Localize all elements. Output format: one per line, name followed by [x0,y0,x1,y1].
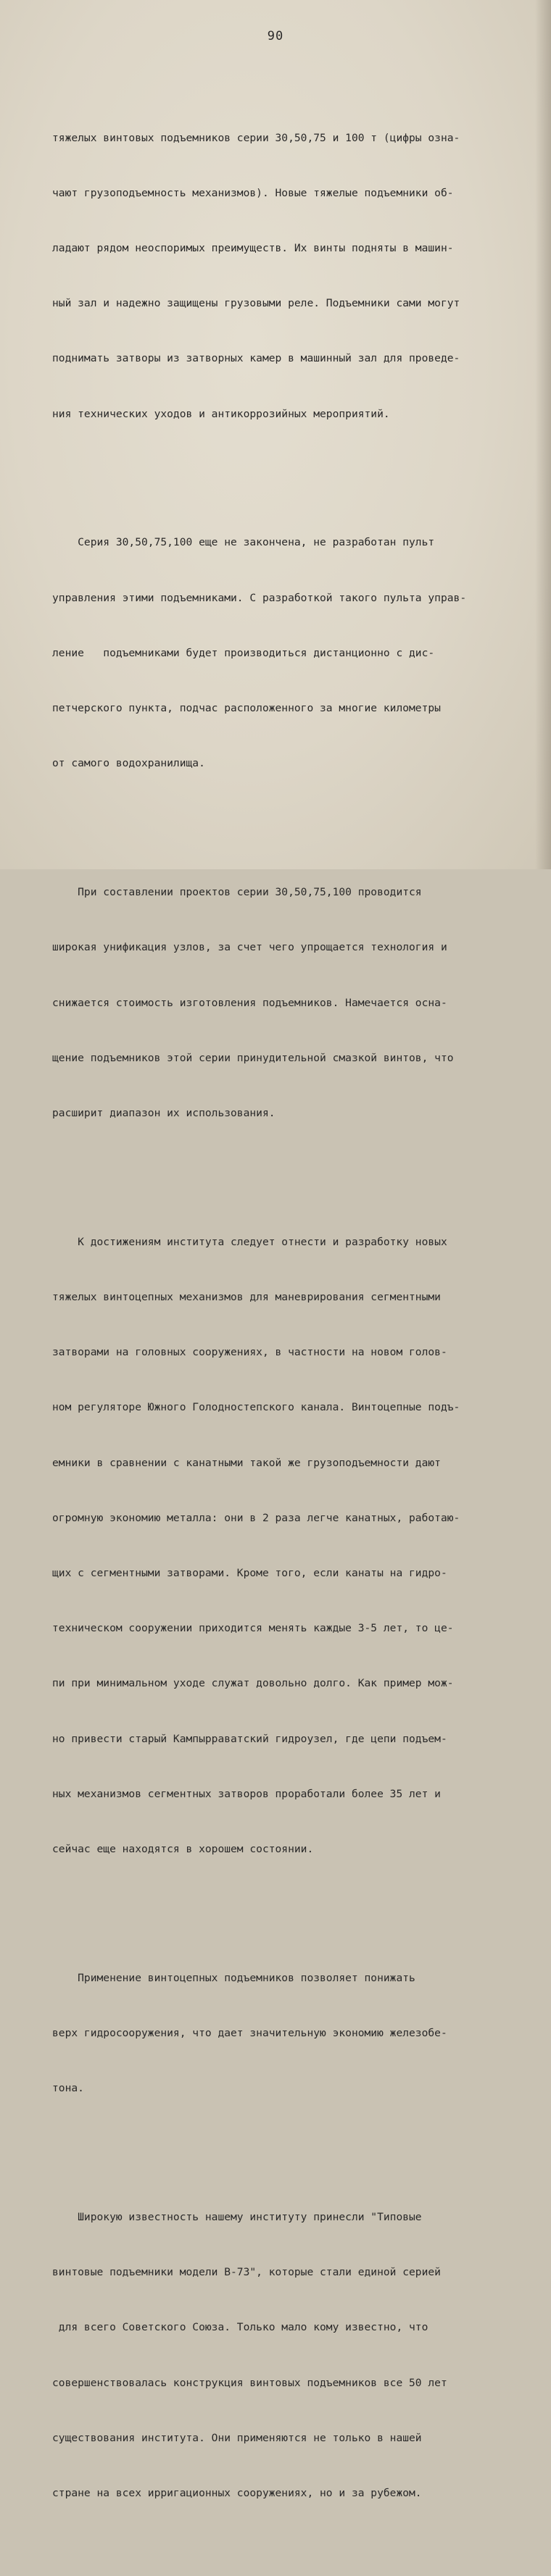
text-line: При составлении проектов серии 30,50,75,100 проводится [52,886,422,899]
text-line: винтовые подъемники модели В-73", которые стали единой серией [52,2266,441,2279]
text-line: ния технических уходов и антикоррозийных мероприятий. [52,407,390,420]
paragraph-4 [52,1196,516,1895]
text-line: для всего Советского Союза. Только мало кому известно, что [52,2321,428,2334]
text-line: ладают рядом неоспоримых преимуществ. Их винты подняты в машин- [52,242,454,255]
paragraph-6 [52,2171,516,2539]
text-line: сейчас еще находятся в хорошем состоянии. [52,1842,314,1855]
text-line: тона. [52,2082,84,2095]
text-line: верх гидросооружения, что дает значительную экономию железобе- [52,2027,447,2040]
paragraph-1 [52,92,516,460]
paragraph-2 [52,497,516,810]
text-line: ных механизмов сегментных затворов проработали более 35 лет и [52,1787,441,1800]
document-body [52,55,516,2576]
text-line: снижается стоимость изготовления подъемников. Намечается осна- [52,996,447,1009]
text-line: Серия 30,50,75,100 еще не закончена, не разработан пульт [52,536,435,549]
text-line: широкая унификация узлов, за счет чего упрощается технология и [52,941,447,954]
page-edge-shadow [535,0,551,869]
text-line: затворами на головных сооружениях, в частности на новом голов- [52,1346,447,1359]
text-line: петчерского пункта, подчас расположенного за многие километры [52,702,441,715]
paragraph-3 [52,846,516,1159]
text-line: расширит диапазон их использования. [52,1106,276,1119]
text-line: ном регуляторе Южного Голодностепского канала. Винтоцепные подъ- [52,1401,460,1414]
text-line: чают грузоподъемность механизмов). Новые тяжелые подъемники об- [52,186,454,199]
text-line: емники в сравнении с канатными такой же грузоподъемности дают [52,1456,441,1469]
paragraph-5 [52,1932,516,2134]
text-line: щение подъемников этой серии принудительной смазкой винтов, что [52,1051,454,1064]
text-line: Применение винтоцепных подъемников позволяет понижать [52,1971,415,1984]
text-line: поднимать затворы из затворных камер в машинный зал для проведе- [52,352,460,365]
text-line: Широкую известность нашему институту принесли "Типовые [52,2211,422,2224]
text-line: стране на всех ирригационных сооружениях, но и за рубежом. [52,2487,422,2500]
text-line: тяжелых винтовых подъемников серии 30,50,75 и 100 т (цифры озна- [52,131,460,144]
text-line: но привести старый Кампырраватский гидроузел, где цепи подъем- [52,1732,447,1745]
text-line: ный зал и надежно защищены грузовыми реле. Подъемники сами могут [52,297,460,310]
text-line: совершенствовалась конструкция винтовых подъемников все 50 лет [52,2376,447,2389]
text-line: управления этими подъемниками. С разработкой такого пульта управ- [52,591,467,604]
text-line: К достижениям института следует отнести и разработку новых [52,1235,447,1248]
text-line: от самого водохранилища. [52,757,205,770]
text-line: пи при минимальном уходе служат довольно долго. Как пример мож- [52,1677,454,1690]
text-line: ление подъемниками будет производиться дистанционно с дис- [52,646,435,659]
text-line: огромную экономию металла: они в 2 раза легче канатных, работаю- [52,1511,460,1524]
page-number: 90 [267,29,284,43]
text-line: щих с сегментными затворами. Кроме того, если канаты на гидро- [52,1566,447,1579]
text-line: техническом сооружении приходится менять каждые 3-5 лет, то це- [52,1622,454,1635]
text-line: существования института. Они применяются не только в нашей [52,2431,422,2444]
text-line: тяжелых винтоцепных механизмов для маневрирования сегментными [52,1290,441,1303]
